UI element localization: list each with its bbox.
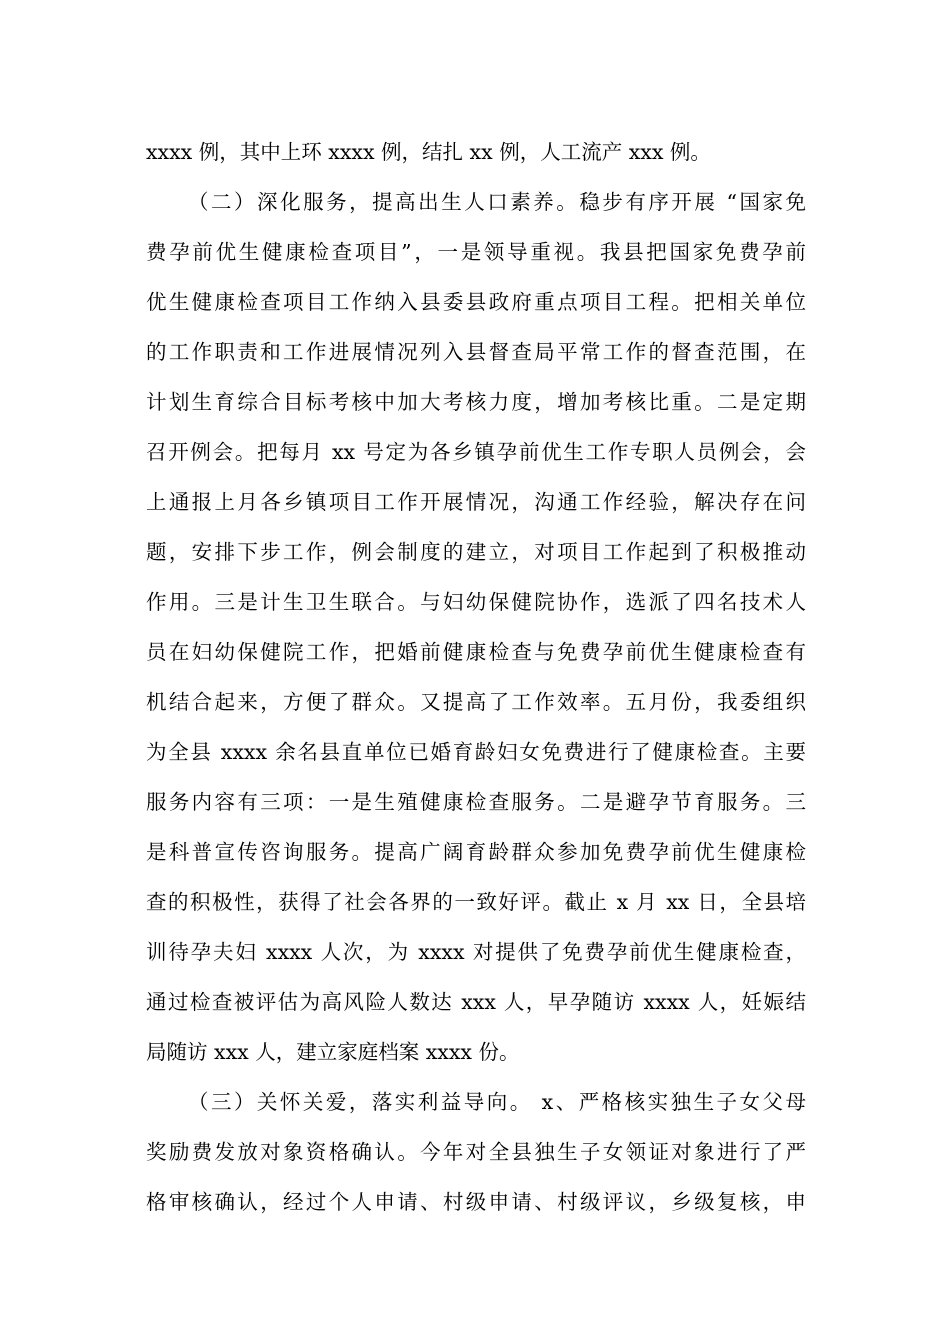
text-line: 为全县 xxxx 余名县直单位已婚育龄妇女免费进行了健康检查。主要 bbox=[146, 740, 806, 764]
text-line: 计划生育综合目标考核中加大考核力度，增加考核比重。二是定期 bbox=[146, 390, 806, 414]
text-line: 服务内容有三项：一是生殖健康检查服务。二是避孕节育服务。三 bbox=[146, 790, 806, 814]
text-line: 训待孕夫妇 xxxx 人次，为 xxxx 对提供了免费孕前优生健康检查， bbox=[146, 940, 806, 964]
paragraph-heading-line: （三）关怀关爱，落实利益导向。 x、严格核实独生子女父母 bbox=[188, 1090, 806, 1114]
text-line: 员在妇幼保健院工作，把婚前健康检查与免费孕前优生健康检查有 bbox=[146, 640, 806, 664]
text-line: 召开例会。把每月 xx 号定为各乡镇孕前优生工作专职人员例会，会 bbox=[146, 440, 806, 464]
text-line: xxxx 例，其中上环 xxxx 例，结扎 xx 例，人工流产 xxx 例。 bbox=[146, 140, 711, 164]
text-line: 题，安排下步工作，例会制度的建立，对项目工作起到了积极推动 bbox=[146, 540, 806, 564]
text-line: 机结合起来，方便了群众。又提高了工作效率。五月份，我委组织 bbox=[146, 690, 806, 714]
text-line: 的工作职责和工作进展情况列入县督查局平常工作的督查范围，在 bbox=[146, 340, 806, 364]
text-line: 通过检查被评估为高风险人数达 xxx 人，早孕随访 xxxx 人，妊娠结 bbox=[146, 990, 806, 1014]
text-line: 格审核确认，经过个人申请、村级申请、村级评议，乡级复核，申 bbox=[146, 1190, 806, 1214]
text-line: 是科普宣传咨询服务。提高广阔育龄群众参加免费孕前优生健康检 bbox=[146, 840, 806, 864]
text-line: 查的积极性，获得了社会各界的一致好评。截止 x 月 xx 日，全县培 bbox=[146, 890, 806, 914]
text-line: 费孕前优生健康检查项目”，一是领导重视。我县把国家免费孕前 bbox=[146, 240, 806, 264]
paragraph-heading-line: （二）深化服务，提高出生人口素养。稳步有序开展 “国家免 bbox=[188, 190, 806, 214]
text-line: 奖励费发放对象资格确认。今年对全县独生子女领证对象进行了严 bbox=[146, 1140, 806, 1164]
text-line: 上通报上月各乡镇项目工作开展情况，沟通工作经验，解决存在问 bbox=[146, 490, 806, 514]
text-line: 作用。三是计生卫生联合。与妇幼保健院协作，选派了四名技术人 bbox=[146, 590, 806, 614]
text-line: 优生健康检查项目工作纳入县委县政府重点项目工程。把相关单位 bbox=[146, 290, 806, 314]
text-line: 局随访 xxx 人，建立家庭档案 xxxx 份。 bbox=[146, 1040, 520, 1064]
